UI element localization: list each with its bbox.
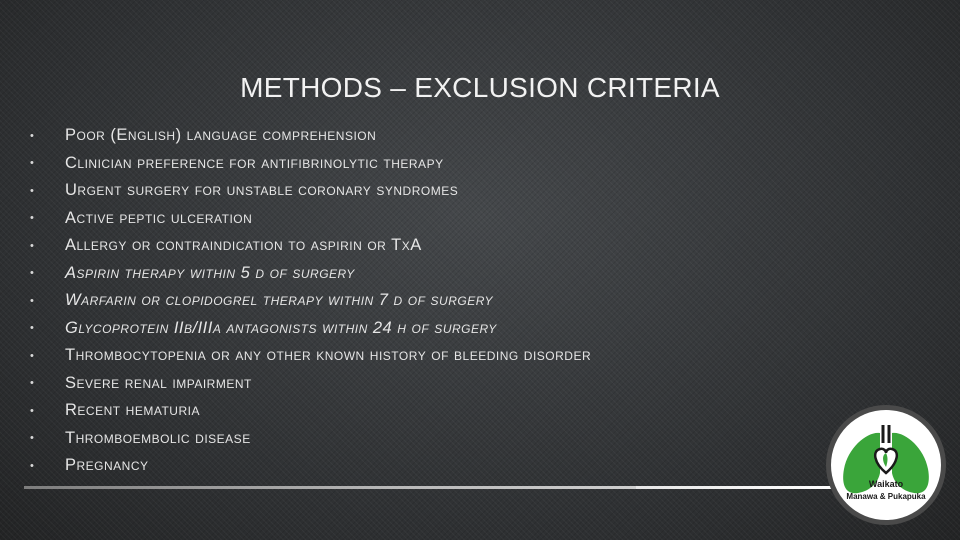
criteria-text: Urgent surgery for unstable coronary syndromes bbox=[65, 181, 459, 200]
list-item bbox=[30, 232, 591, 260]
list-item bbox=[30, 397, 591, 425]
list-item bbox=[30, 425, 591, 453]
hospital-logo bbox=[824, 403, 948, 527]
slide-title: METHODS – EXCLUSION CRITERIA bbox=[240, 72, 720, 103]
list-item bbox=[30, 370, 591, 398]
bullet-icon: • bbox=[30, 377, 35, 390]
bullet-icon: • bbox=[30, 349, 35, 362]
criteria-text: Clinician preference for antifibrinolytic therapy bbox=[65, 153, 444, 172]
criteria-text: Poor (English) language comprehension bbox=[65, 126, 377, 145]
criteria-text: Aspirin therapy within 5 d of surgery bbox=[65, 263, 355, 282]
bullet-icon: • bbox=[30, 239, 35, 252]
logo-text-line1: Waikato bbox=[868, 479, 904, 489]
footer-divider bbox=[24, 486, 636, 489]
exclusion-criteria-list bbox=[30, 122, 591, 480]
bullet-icon: • bbox=[30, 432, 35, 445]
criteria-text: Warfarin or clopidogrel therapy within 7 d of surgery bbox=[65, 291, 493, 310]
bullet-icon: • bbox=[30, 157, 35, 170]
bullet-icon: • bbox=[30, 459, 35, 472]
criteria-text: Allergy or contraindication to aspirin or TxA bbox=[65, 236, 422, 255]
criteria-text: Severe renal impairment bbox=[65, 373, 252, 392]
list-item bbox=[30, 342, 591, 370]
list-item bbox=[30, 177, 591, 205]
list-item bbox=[30, 122, 591, 150]
bullet-icon: • bbox=[30, 129, 35, 142]
bullet-icon: • bbox=[30, 294, 35, 307]
bullet-icon: • bbox=[30, 212, 35, 225]
bullet-icon: • bbox=[30, 267, 35, 280]
list-item bbox=[30, 287, 591, 315]
footer-divider-highlight bbox=[636, 486, 836, 489]
criteria-text: Thromboembolic disease bbox=[65, 428, 251, 447]
list-item bbox=[30, 150, 591, 178]
bullet-icon: • bbox=[30, 322, 35, 335]
list-item bbox=[30, 315, 591, 343]
list-item bbox=[30, 205, 591, 233]
bullet-icon: • bbox=[30, 184, 35, 197]
criteria-text: Thrombocytopenia or any other known history of bleeding disorder bbox=[65, 346, 592, 365]
list-item bbox=[30, 260, 591, 288]
criteria-text: Recent hematuria bbox=[65, 401, 200, 420]
logo-text-line2: Manawa & Pukapuka bbox=[846, 492, 926, 501]
list-item bbox=[30, 452, 591, 480]
criteria-text: Glycoprotein IIb/IIIa antagonists within 24 h of surgery bbox=[65, 318, 497, 337]
criteria-text: Active peptic ulceration bbox=[65, 208, 253, 227]
criteria-text: Pregnancy bbox=[65, 456, 149, 475]
bullet-icon: • bbox=[30, 404, 35, 417]
